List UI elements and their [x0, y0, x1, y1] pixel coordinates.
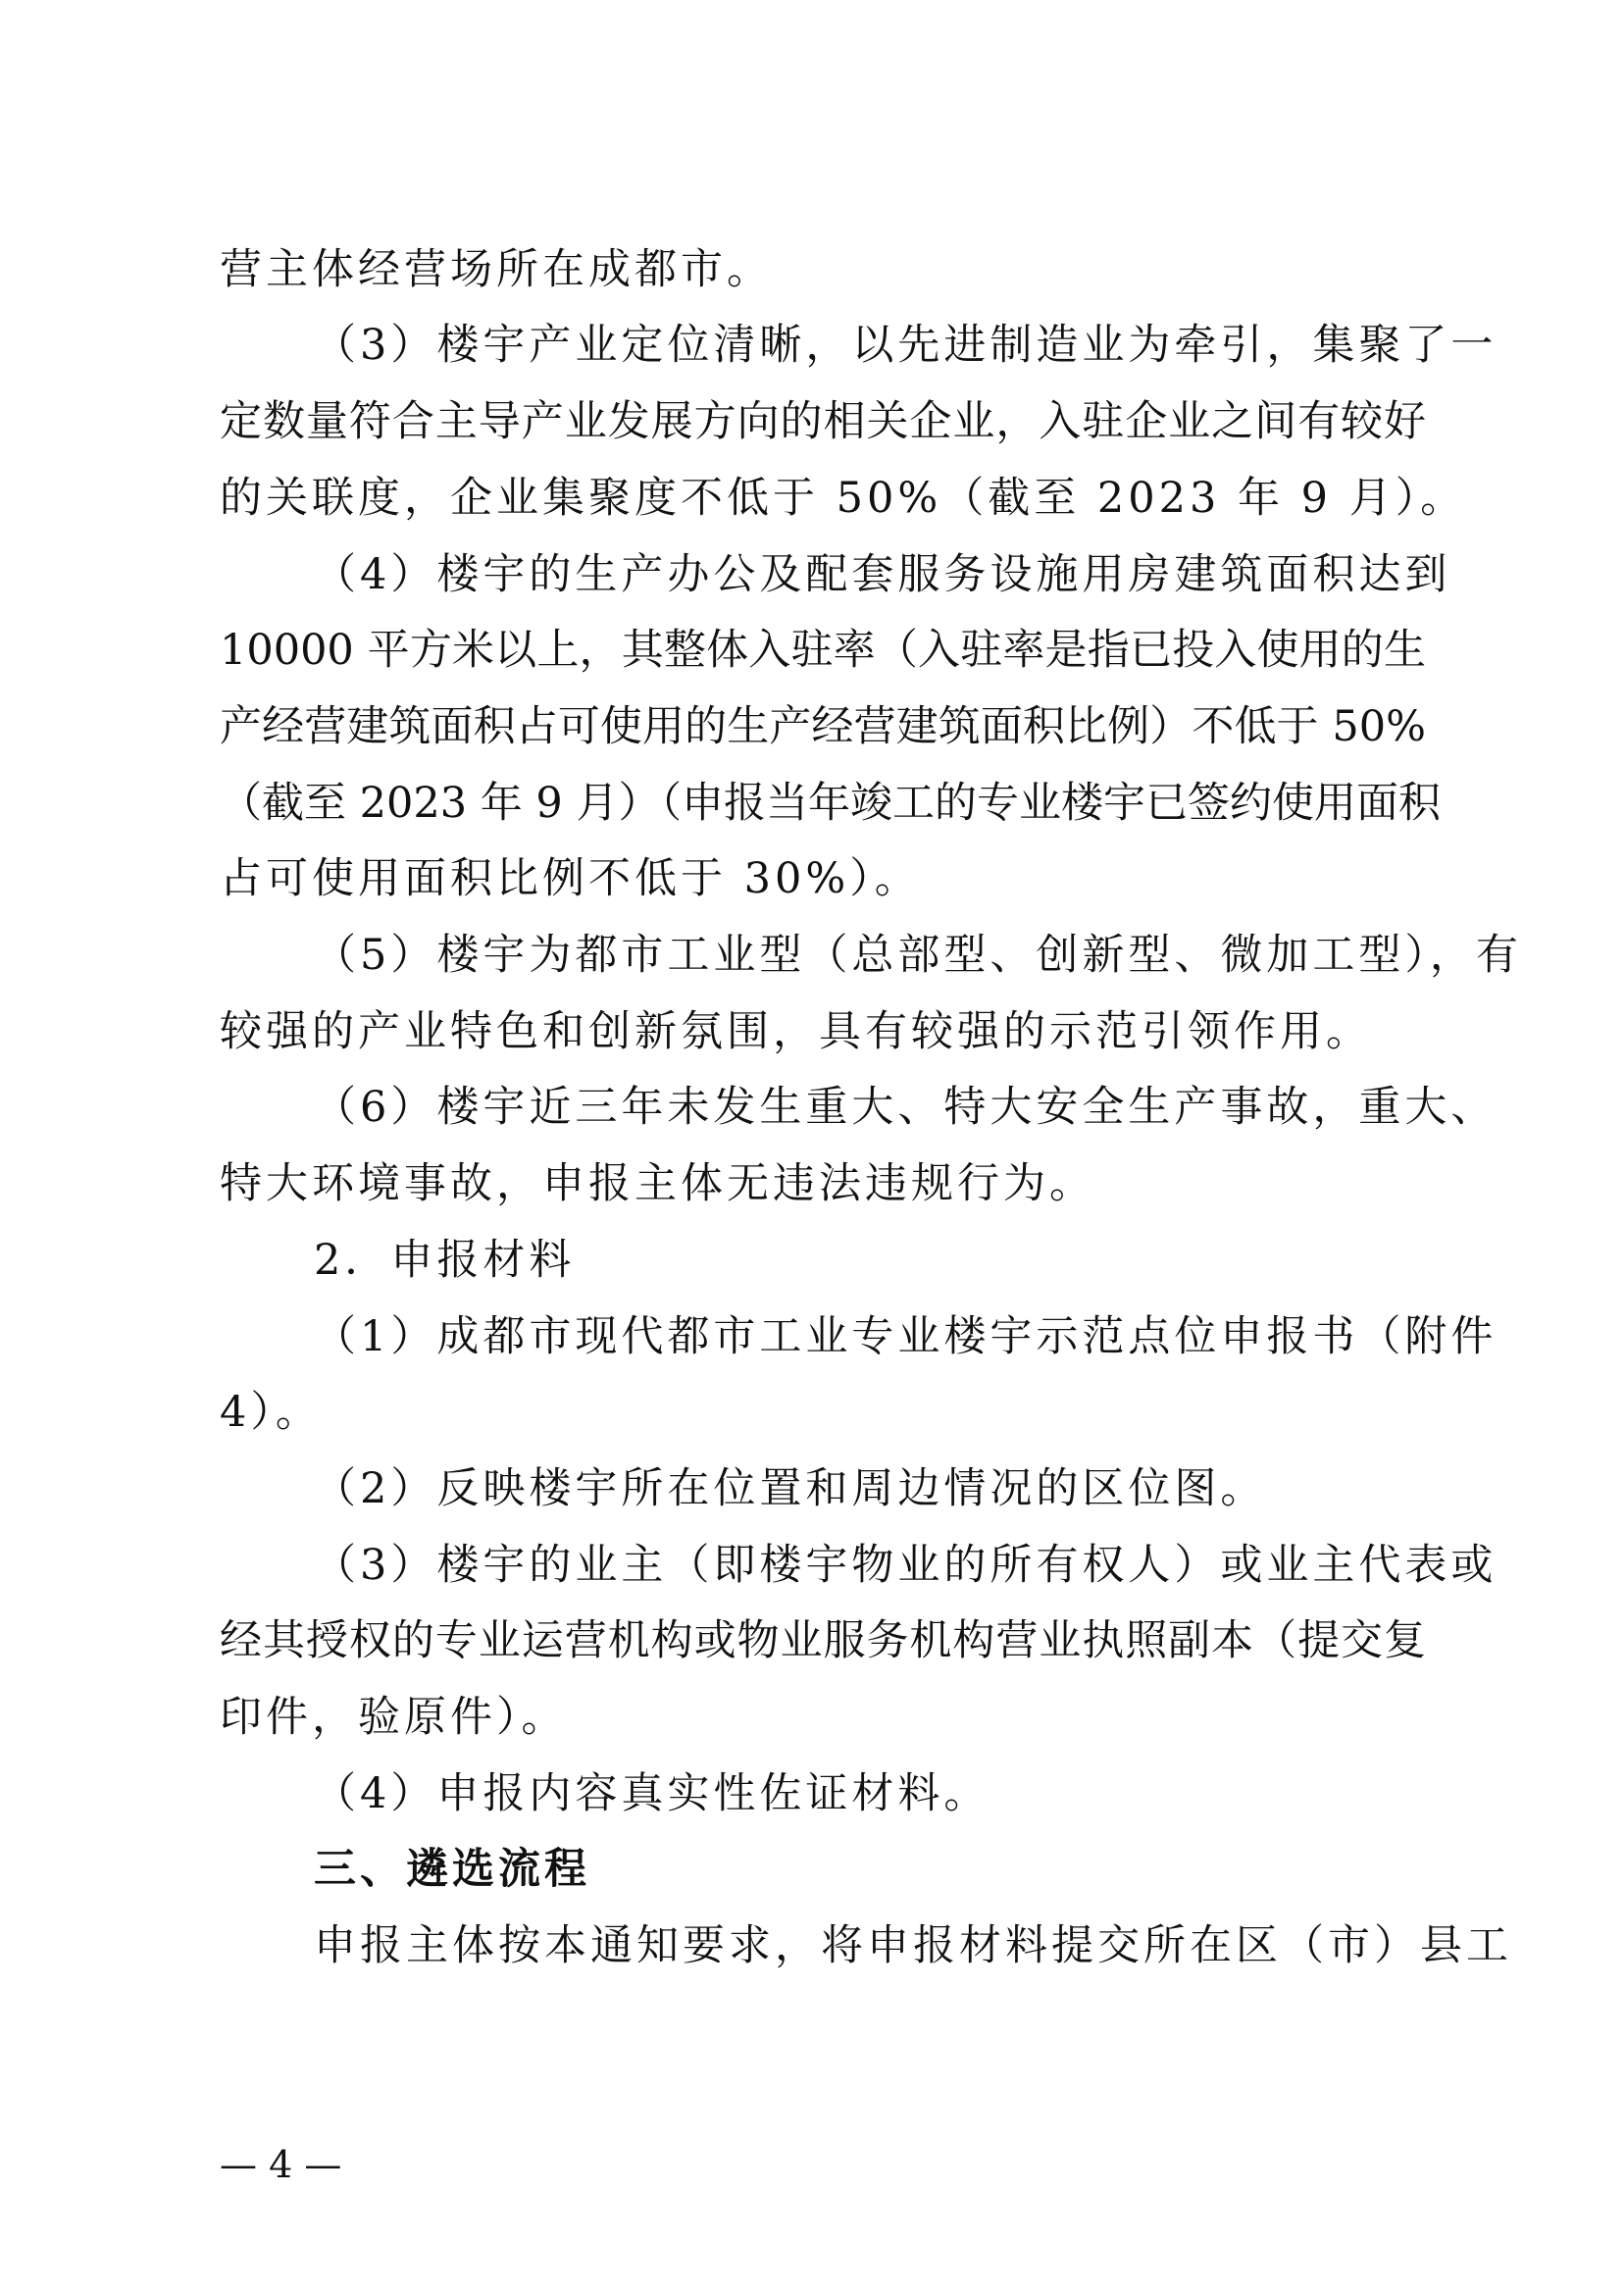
- paragraph-line: 经其授权的专业运营机构或物业服务机构营业执照副本（提交复: [220, 1616, 1426, 1665]
- paragraph-line: 4）。: [220, 1388, 322, 1437]
- paragraph-line: 申报主体按本通知要求，将申报材料提交所在区（市）县工: [314, 1921, 1512, 1970]
- paragraph-line: 定数量符合主导产业发展方向的相关企业，入驻企业之间有较好: [220, 397, 1426, 446]
- paragraph-line: 较强的产业特色和创新氛围，具有较强的示范引领作用。: [220, 1007, 1372, 1056]
- paragraph-line: （2）反映楼宇所在位置和周边情况的区位图。: [314, 1464, 1267, 1513]
- paragraph-line: （5）楼宇为都市工业型（总部型、创新型、微加工型），有: [314, 931, 1522, 980]
- paragraph-line: （4）楼宇的生产办公及配套服务设施用房建筑面积达到: [314, 550, 1451, 599]
- paragraph-line: （截至 2023 年 9 月）（申报当年竣工的专业楼宇已签约使用面积: [220, 779, 1441, 828]
- page-number: — 4 —: [220, 2143, 342, 2186]
- paragraph-line: （3）楼宇产业定位清晰，以先进制造业为牵引，集聚了一: [314, 321, 1497, 370]
- section-heading-bold: 三、遴选流程: [314, 1845, 590, 1894]
- paragraph-line: （3）楼宇的业主（即楼宇物业的所有权人）或业主代表或: [314, 1541, 1497, 1590]
- paragraph-line: 10000 平方米以上，其整体入驻率（入驻率是指已投入使用的生: [220, 626, 1426, 675]
- paragraph-line: （1）成都市现代都市工业专业楼宇示范点位申报书（附件: [314, 1312, 1497, 1361]
- paragraph-line: 营主体经营场所在成都市。: [220, 245, 773, 294]
- paragraph-line: 印件，验原件）。: [220, 1693, 568, 1742]
- paragraph-line: 的关联度，企业集聚度不低于 50%（截至 2023 年 9 月）。: [220, 474, 1467, 523]
- paragraph-line: 特大环境事故，申报主体无违法违规行为。: [220, 1159, 1095, 1208]
- paragraph-line: 占可使用面积比例不低于 30%）。: [220, 854, 921, 903]
- paragraph-line: （6）楼宇近三年未发生重大、特大安全生产事故，重大、: [314, 1083, 1497, 1132]
- paragraph-line: （4）申报内容真实性佐证材料。: [314, 1769, 990, 1818]
- paragraph-line: 产经营建筑面积占可使用的生产经营建筑面积比例）不低于 50%: [220, 702, 1426, 751]
- section-heading: 2．申报材料: [314, 1236, 576, 1285]
